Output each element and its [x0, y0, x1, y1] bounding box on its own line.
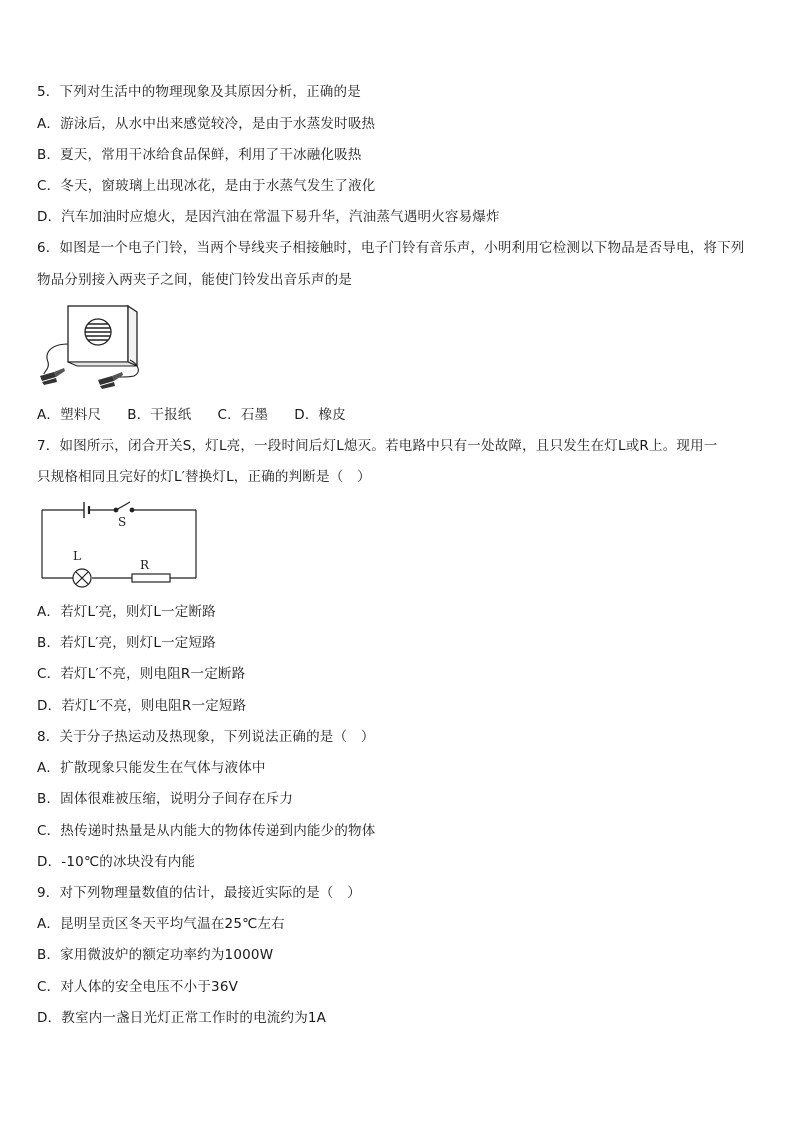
q7-option-d: D．若灯L′不亮，则电阻R一定短路 [37, 698, 247, 714]
q9-option-c: C．对人体的安全电压不小于36V [37, 979, 239, 995]
right-clip-icon [98, 372, 123, 389]
q7-stem-line1: 7．如图所示，闭合开关S，灯L亮，一段时间后灯L熄灭。若电路中只有一处故障，且只发生在灯L或R上。现用一 [37, 438, 718, 454]
doorbell-figure [38, 302, 146, 390]
q6-option-d: D．橡皮 [294, 407, 346, 423]
q5-option-d: D．汽车加油时应熄火，是因汽油在常温下易升华，汽油蒸气遇明火容易爆炸 [37, 209, 500, 225]
q5-option-a: A．游泳后，从水中出来感觉较冷，是由于水蒸发时吸热 [37, 116, 376, 132]
q7-stem-line2: 只规格相同且完好的灯L′替换灯L，正确的判断是（ ） [37, 469, 371, 485]
circuit-diagram [36, 496, 204, 588]
q8-option-c: C．热传递时热量是从内能大的物体传递到内能少的物体 [37, 823, 376, 839]
q6-stem-line2: 物品分别接入两夹子之间，能使门铃发出音乐声的是 [37, 272, 353, 288]
q9-option-d: D．教室内一盏日光灯正常工作时的电流约为1A [37, 1010, 327, 1026]
q8-option-b: B．固体很难被压缩，说明分子间存在斥力 [37, 791, 294, 807]
lamp-label: L [73, 549, 81, 563]
q6-option-b: B．干报纸 [127, 407, 192, 423]
q6-options-row [37, 405, 372, 425]
q7-option-b: B．若灯L′亮，则灯L一定短路 [37, 635, 216, 651]
switch-label: S [118, 515, 127, 529]
left-clip-icon [40, 368, 65, 385]
resistor-label: R [140, 558, 150, 572]
q8-option-d: D．-10℃的冰块没有内能 [37, 854, 196, 870]
q7-option-a: A．若灯L′亮，则灯L一定断路 [37, 604, 216, 620]
q5-option-c: C．冬天，窗玻璃上出现冰花，是由于水蒸气发生了液化 [37, 178, 376, 194]
q9-stem: 9．对下列物理量数值的估计，最接近实际的是（ ） [37, 885, 361, 901]
q6-stem-line1: 6．如图是一个电子门铃，当两个导线夹子相接触时，电子门铃有音乐声，小明利用它检测以下物品是否导电，将下列 [37, 240, 745, 256]
q7-option-c: C．若灯L′不亮，则电阻R一定断路 [37, 666, 246, 682]
q5-option-b: B．夏天，常用干冰给食品保鲜，利用了干冰融化吸热 [37, 147, 362, 163]
q8-stem: 8．关于分子热运动及热现象，下列说法正确的是（ ） [37, 729, 375, 745]
q9-option-b: B．家用微波炉的额定功率约为1000W [37, 947, 274, 963]
q5-stem: 5．下列对生活中的物理现象及其原因分析，正确的是 [37, 84, 361, 100]
q6-option-c: C．石墨 [217, 407, 269, 423]
q6-option-a: A．塑料尺 [37, 407, 102, 423]
q8-option-a: A．扩散现象只能发生在气体与液体中 [37, 760, 266, 776]
q9-option-a: A．昆明呈贡区冬天平均气温在25℃左右 [37, 916, 285, 932]
